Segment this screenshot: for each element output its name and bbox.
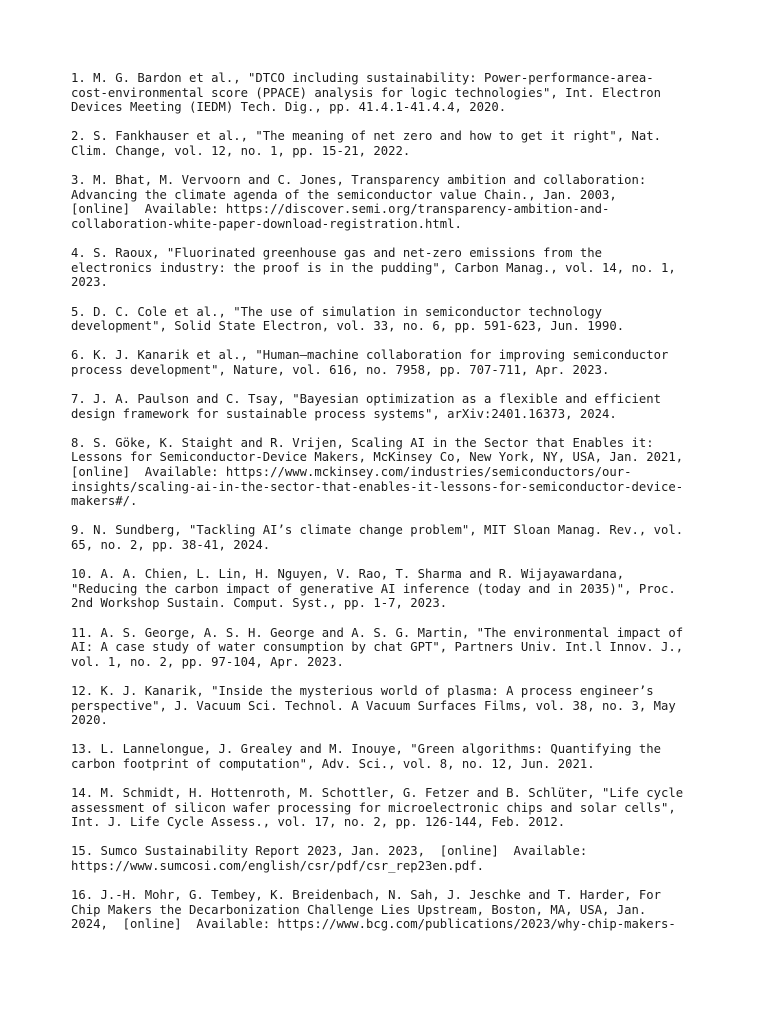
reference-line: "Reducing the carbon impact of generative AI inference (today and in 2035)", Proc. — [71, 581, 676, 596]
reference-line: 2020. — [71, 713, 108, 728]
reference-line: 2024, [online] Available: https://www.bcg.com/publications/2023/why-chip-makers- — [71, 917, 676, 932]
reference-line: 65, no. 2, pp. 38-41, 2024. — [71, 538, 271, 552]
reference-15 — [71, 844, 711, 873]
reference-4 — [71, 246, 711, 290]
reference-line: 2023. — [71, 275, 108, 290]
reference-line: 2nd Workshop Sustain. Comput. Syst., pp. 1-7, 2023. — [71, 596, 448, 611]
reference-line: 15. Sumco Sustainability Report 2023, Jan. 2023, [online] Available: — [71, 844, 588, 859]
reference-1 — [71, 71, 711, 115]
reference-line: 4. S. Raoux, "Fluorinated greenhouse gas and net-zero emissions from the — [71, 246, 603, 261]
reference-line: AI: A case study of water consumption by chat GPT", Partners Univ. Int.l Innov. J., — [71, 640, 684, 655]
reference-line: process development", Nature, vol. 616, no. 7958, pp. 707-711, Apr. 2023. — [71, 362, 610, 377]
reference-line: 3. M. Bhat, M. Vervoorn and C. Jones, Transparency ambition and collaboration: — [71, 173, 647, 188]
reference-line: makers#/. — [71, 494, 138, 509]
reference-line: 10. A. A. Chien, L. Lin, H. Nguyen, V. Rao, T. Sharma and R. Wijayawardana, — [71, 567, 625, 582]
reference-line: 14. M. Schmidt, H. Hottenroth, M. Schottler, G. Fetzer and B. Schlüter, "Life cycle — [71, 786, 684, 801]
reference-line: 9. N. Sundberg, "Tackling AI’s climate change problem", MIT Sloan Manag. Rev., vol. — [71, 523, 684, 538]
reference-line: https://www.sumcosi.com/english/csr/pdf/csr_rep23en.pdf. — [71, 859, 485, 874]
reference-12 — [71, 684, 711, 728]
reference-line: 13. L. Lannelongue, J. Grealey and M. Inouye, "Green algorithms: Quantifying the — [71, 742, 662, 757]
reference-10 — [71, 567, 711, 611]
reference-line: insights/scaling-ai-in-the-sector-that-enables-it-lessons-for-semiconductor-device- — [71, 479, 684, 494]
reference-line: perspective", J. Vacuum Sci. Technol. A Vacuum Surfaces Films, vol. 38, no. 3, May — [71, 698, 676, 713]
reference-3 — [71, 173, 711, 231]
reference-line: Lessons for Semiconductor-Device Makers, McKinsey Co, New York, NY, USA, Jan. 2021, — [71, 450, 684, 465]
reference-line: Advancing the climate agenda of the semiconductor value Chain., Jan. 2003, — [71, 187, 617, 202]
reference-8 — [71, 436, 711, 509]
reference-7 — [71, 392, 711, 421]
reference-6 — [71, 348, 711, 377]
reference-line: 6. K. J. Kanarik et al., "Human–machine collaboration for improving semiconductor — [71, 348, 669, 363]
reference-line: vol. 1, no. 2, pp. 97-104, Apr. 2023. — [71, 654, 344, 669]
reference-line: 12. K. J. Kanarik, "Inside the mysterious world of plasma: A process engineer’s — [71, 683, 654, 698]
reference-line: Chip Makers the Decarbonization Challenge Lies Upstream, Boston, MA, USA, Jan. — [71, 902, 647, 917]
reference-2 — [71, 129, 711, 158]
reference-list — [71, 71, 711, 947]
reference-line: 5. D. C. Cole et al., "The use of simulation in semiconductor technology — [71, 304, 603, 319]
reference-line: development", Solid State Electron, vol. 33, no. 6, pp. 591-623, Jun. 1990. — [71, 319, 625, 334]
reference-5 — [71, 305, 711, 334]
reference-line: assessment of silicon wafer processing for microelectronic chips and solar cells", — [71, 800, 676, 815]
reference-line: [online] Available: https://discover.semi.org/transparency-ambition-and- — [71, 202, 610, 217]
reference-16 — [71, 888, 711, 932]
reference-line: 7. J. A. Paulson and C. Tsay, "Bayesian optimization as a flexible and efficient — [71, 392, 662, 407]
reference-line: cost-environmental score (PPACE) analysis for logic technologies", Int. Electron — [71, 85, 662, 100]
reference-11 — [71, 626, 711, 670]
reference-line: Int. J. Life Cycle Assess., vol. 17, no. 2, pp. 126-144, Feb. 2012. — [71, 815, 566, 830]
reference-line: 16. J.-H. Mohr, G. Tembey, K. Breidenbach, N. Sah, J. Jeschke and T. Harder, For — [71, 888, 662, 903]
reference-14 — [71, 786, 711, 830]
reference-line: 1. M. G. Bardon et al., "DTCO including sustainability: Power-performance-area- — [71, 71, 654, 85]
reference-line: 8. S. Göke, K. Staight and R. Vrijen, Scaling AI in the Sector that Enables it: — [71, 435, 654, 450]
reference-line: Clim. Change, vol. 12, no. 1, pp. 15-21, 2022. — [71, 143, 411, 158]
reference-line: electronics industry: the proof is in the pudding", Carbon Manag., vol. 14, no. 1, — [71, 260, 676, 275]
reference-9 — [71, 523, 711, 552]
reference-line: 11. A. S. George, A. S. H. George and A. S. G. Martin, "The environmental impact of — [71, 625, 684, 640]
reference-line: [online] Available: https://www.mckinsey.com/industries/semiconductors/our- — [71, 465, 632, 480]
reference-line: collaboration-white-paper-download-registration.html. — [71, 216, 462, 231]
reference-line: Devices Meeting (IEDM) Tech. Dig., pp. 41.4.1-41.4.4, 2020. — [71, 100, 507, 115]
reference-line: design framework for sustainable process systems", arXiv:2401.16373, 2024. — [71, 406, 617, 421]
reference-line: carbon footprint of computation", Adv. Sci., vol. 8, no. 12, Jun. 2021. — [71, 756, 595, 771]
reference-line: 2. S. Fankhauser et al., "The meaning of net zero and how to get it right", Nat. — [71, 129, 662, 144]
reference-13 — [71, 742, 711, 771]
